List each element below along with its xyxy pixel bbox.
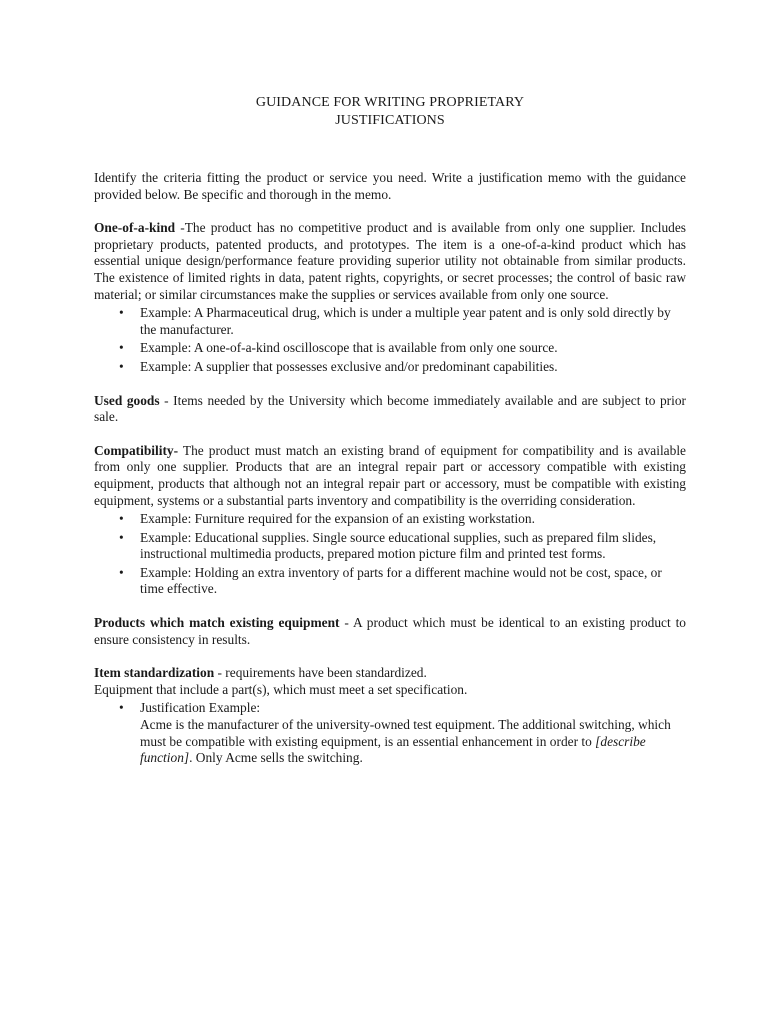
example-text: Example: Furniture required for the expansion of an existing workstation.	[140, 511, 535, 527]
one-of-a-kind-paragraph	[94, 220, 686, 303]
example-text: Example: Holding an extra inventory of parts for a different machine would not be cost, space, or time effective.	[140, 564, 662, 597]
section-match-existing	[94, 615, 686, 648]
list-item	[119, 530, 686, 563]
one-of-a-kind-examples	[94, 305, 686, 375]
example-text: Example: A Pharmaceutical drug, which is under a multiple year patent and is only sold directly by the manufacturer.	[140, 305, 671, 337]
standardization-paragraph	[94, 665, 686, 682]
section-one-of-a-kind	[94, 220, 686, 375]
example-text: Example: Educational supplies. Single source educational supplies, such as prepared film slides, instructional multimedia products, prepared motion picture film and printed test forms.	[140, 529, 657, 562]
compatibility-heading: Compatibility-	[94, 442, 179, 458]
standardization-heading: Item standardization	[94, 665, 215, 681]
match-existing-text: - A product which must be identical to an existing product to ensure consistency in results.	[94, 615, 686, 647]
list-item	[119, 700, 686, 766]
bullet-icon: •	[119, 529, 124, 545]
document-title	[94, 94, 686, 130]
example-text: Example: A one-of-a-kind oscilloscope that is available from only one source.	[140, 340, 558, 356]
justification-label: Justification Example:	[140, 700, 261, 716]
used-goods-paragraph	[94, 393, 686, 426]
section-standardization	[94, 665, 686, 767]
list-item	[119, 511, 686, 528]
bullet-icon: •	[119, 700, 124, 716]
title-line-2: JUSTIFICATIONS	[335, 113, 445, 128]
bullet-icon: •	[119, 305, 124, 321]
intro-paragraph: Identify the criteria fitting the product or service you need. Write a justification memo with the guidance provided below. Be specific and thorough in the memo.	[94, 170, 686, 202]
justification-placeholder: [describe function]	[140, 733, 646, 766]
justification-text	[140, 717, 686, 767]
standardization-examples	[94, 700, 686, 766]
bullet-icon: •	[119, 358, 124, 374]
standardization-line-2: Equipment that include a part(s), which must meet a set specification.	[94, 681, 468, 697]
compatibility-text: The product must match an existing brand of equipment for compatibility and is available from only one supplier. Products that are an integral repair part or accessory compatible with existing equipment, products that although not an integral repair part or accessory, must be compatible with existing equipment, systems or a substantial parts inventory and compatibility is the overriding consideration.	[94, 442, 686, 508]
bullet-icon: •	[119, 511, 124, 527]
used-goods-text: - Items needed by the University which become immediately available and are subject to prior sale.	[94, 392, 686, 425]
bullet-icon: •	[119, 340, 124, 356]
used-goods-heading: Used goods	[94, 392, 160, 408]
compatibility-paragraph	[94, 443, 686, 509]
compatibility-examples	[94, 511, 686, 598]
example-text: Example: A supplier that possesses exclusive and/or predominant capabilities.	[140, 358, 558, 374]
justification-text-after: . Only Acme sells the switching.	[189, 750, 363, 766]
bullet-icon: •	[119, 564, 124, 580]
title-line-1: GUIDANCE FOR WRITING PROPRIETARY	[255, 95, 525, 110]
list-item	[119, 565, 686, 598]
justification-text-before: Acme is the manufacturer of the university-owned test equipment. The additional switching, which must be compatible with existing equipment, is an essential enhancement in order to	[140, 717, 671, 749]
section-used-goods	[94, 393, 686, 426]
match-existing-heading: Products which match existing equipment	[94, 615, 340, 631]
match-existing-paragraph	[94, 615, 686, 648]
one-of-a-kind-text: -The product has no competitive product and is available from only one supplier. Includes proprietary products, patented products, and prototypes. The item is a one-of-a-kind product which has essential unique design/performance feature providing superior utility not obtainable from similar products. The existence of limited rights in data, patent rights, copyrights, or secret processes; the control of basic raw material; or similar circumstances make the supplies or services available from only one source.	[94, 220, 686, 302]
list-item	[119, 359, 686, 376]
section-compatibility	[94, 443, 686, 598]
list-item	[119, 305, 686, 338]
standardization-text: - requirements have been standardized.	[214, 665, 427, 681]
list-item	[119, 340, 686, 357]
one-of-a-kind-heading: One-of-a-kind	[94, 220, 176, 236]
